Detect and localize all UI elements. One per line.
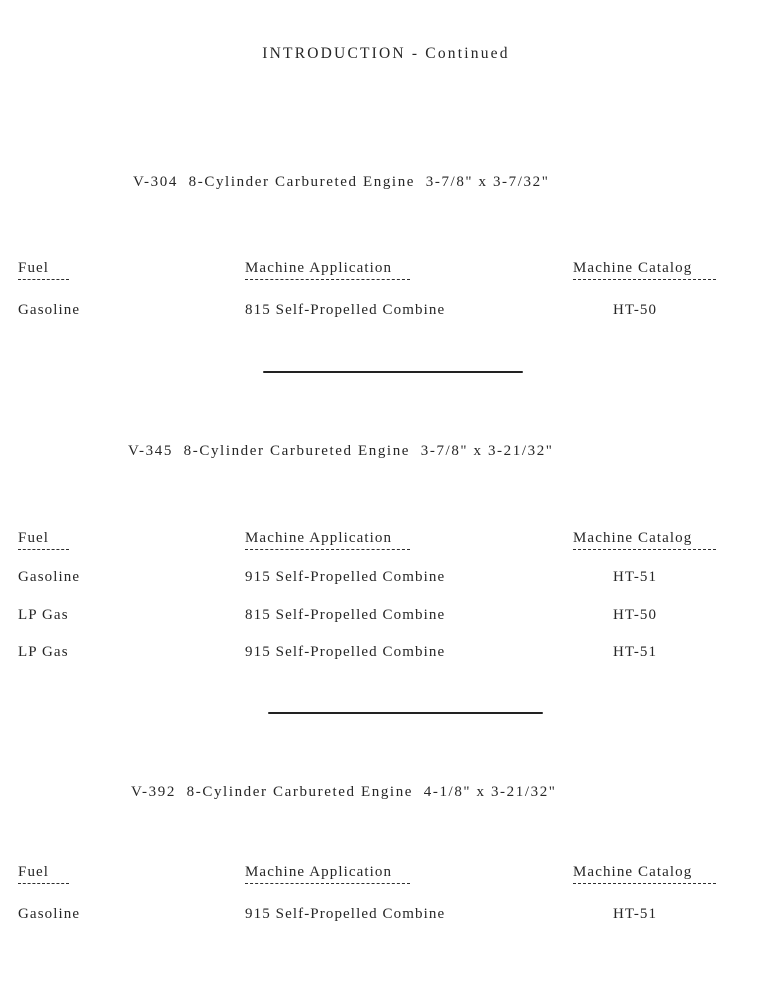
table-header-row (0, 260, 772, 282)
column-header-fuel: Fuel (18, 864, 69, 884)
fuel-cell: LP Gas (18, 607, 69, 623)
column-header-machine-application: Machine Application (245, 864, 410, 884)
machine-catalog-cell: HT-50 (613, 302, 658, 318)
section-divider (268, 712, 543, 714)
column-header-machine-application: Machine Application (245, 530, 410, 550)
column-header-machine-catalog: Machine Catalog (573, 864, 716, 884)
machine-catalog-cell: HT-51 (613, 906, 658, 922)
section-heading: V-345 8-Cylinder Carbureted Engine 3-7/8" x 3-21/32" (128, 443, 554, 459)
machine-catalog-cell: HT-50 (613, 607, 658, 623)
machine-catalog-cell: HT-51 (613, 644, 658, 660)
column-header-machine-catalog: Machine Catalog (573, 260, 716, 280)
table-row (0, 569, 772, 591)
table-row (0, 302, 772, 324)
fuel-cell: LP Gas (18, 644, 69, 660)
table-row (0, 607, 772, 629)
column-header-machine-application: Machine Application (245, 260, 410, 280)
column-header-fuel: Fuel (18, 530, 69, 550)
table-row (0, 906, 772, 928)
column-header-fuel: Fuel (18, 260, 69, 280)
machine-application-cell: 915 Self-Propelled Combine (245, 569, 446, 585)
section-heading: V-392 8-Cylinder Carbureted Engine 4-1/8" x 3-21/32" (131, 784, 557, 800)
machine-application-cell: 915 Self-Propelled Combine (245, 906, 446, 922)
fuel-cell: Gasoline (18, 302, 81, 318)
section-heading: V-304 8-Cylinder Carbureted Engine 3-7/8" x 3-7/32" (133, 174, 550, 190)
table-row (0, 644, 772, 666)
section-divider (263, 371, 523, 373)
fuel-cell: Gasoline (18, 906, 81, 922)
table-header-row (0, 530, 772, 552)
page-title: INTRODUCTION - Continued (262, 45, 510, 62)
machine-application-cell: 815 Self-Propelled Combine (245, 302, 446, 318)
machine-application-cell: 915 Self-Propelled Combine (245, 644, 446, 660)
machine-catalog-cell: HT-51 (613, 569, 658, 585)
table-header-row (0, 864, 772, 886)
column-header-machine-catalog: Machine Catalog (573, 530, 716, 550)
machine-application-cell: 815 Self-Propelled Combine (245, 607, 446, 623)
fuel-cell: Gasoline (18, 569, 81, 585)
